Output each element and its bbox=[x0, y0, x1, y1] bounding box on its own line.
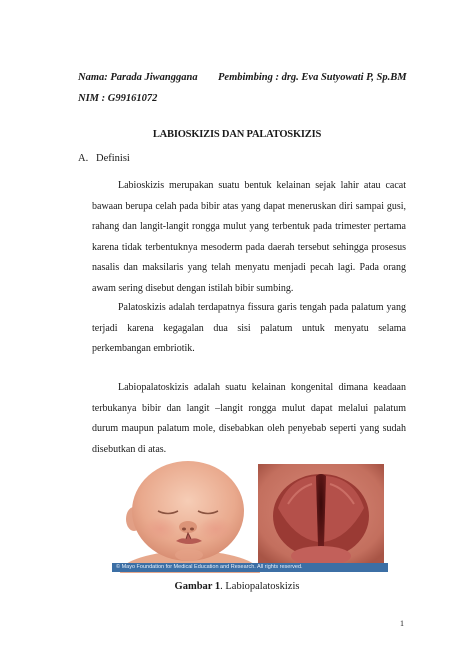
paragraph-labioskizis: Labioskizis merupakan suatu bentuk kelainan sejak lahir atau cacat bawaan berupa celah pada bibir atas yang dapat meneruskan diri sampai gusi, rahang dan langit-langit rongga mulut yang terbentuk pada trimester pertama karena tidak terbentuknya mesoderm pada daerah tersebut sehingga prosesus nasalis dan maksilaris yang telah menyatu menjadi pecah lagi. Pada orang awam sering disebut dengan istilah bibir sumbing. bbox=[92, 180, 406, 294]
paragraph-labiopalatoskizis: Labiopalatoskizis adalah suatu kelainan kongenital dimana keadaan terbukanya bibir dan langit –langit rongga mulut dapat melalui palatum durum maupun palatum mole, disebabkan oleh penyebab seperti yang sudah disebutkan di atas. bbox=[92, 382, 406, 455]
supervisor-name: Pembimbing : drg. Eva Sutyowati P, Sp.BM bbox=[218, 72, 407, 83]
page-number: 1 bbox=[400, 619, 404, 628]
paragraph-palatoskizis: Palatoskizis adalah terdapatnya fissura garis tengah pada palatum yang terjadi karena kegagalan dua sisi palatum untuk menyatu selama perkembangan embriotik. bbox=[92, 302, 406, 354]
section-heading bbox=[78, 153, 130, 164]
figure-caption bbox=[0, 581, 474, 592]
document-title: LABIOSKIZIS DAN PALATOSKIZIS bbox=[152, 129, 322, 140]
caption-label: Gambar 1 bbox=[174, 581, 221, 592]
cleft-palate-image bbox=[258, 464, 384, 566]
image-credit: © Mayo Foundation for Medical Education and Research. All rights reserved. bbox=[112, 563, 388, 572]
section-letter: A. bbox=[78, 153, 89, 164]
student-id: NIM : G99161072 bbox=[78, 93, 158, 104]
student-name: Nama: Parada Jiwanggana bbox=[78, 72, 198, 83]
baby-cleft-lip-image bbox=[112, 461, 262, 573]
caption-text: . Labiopalatoskizis bbox=[220, 581, 300, 592]
section-title: Definisi bbox=[96, 153, 130, 164]
